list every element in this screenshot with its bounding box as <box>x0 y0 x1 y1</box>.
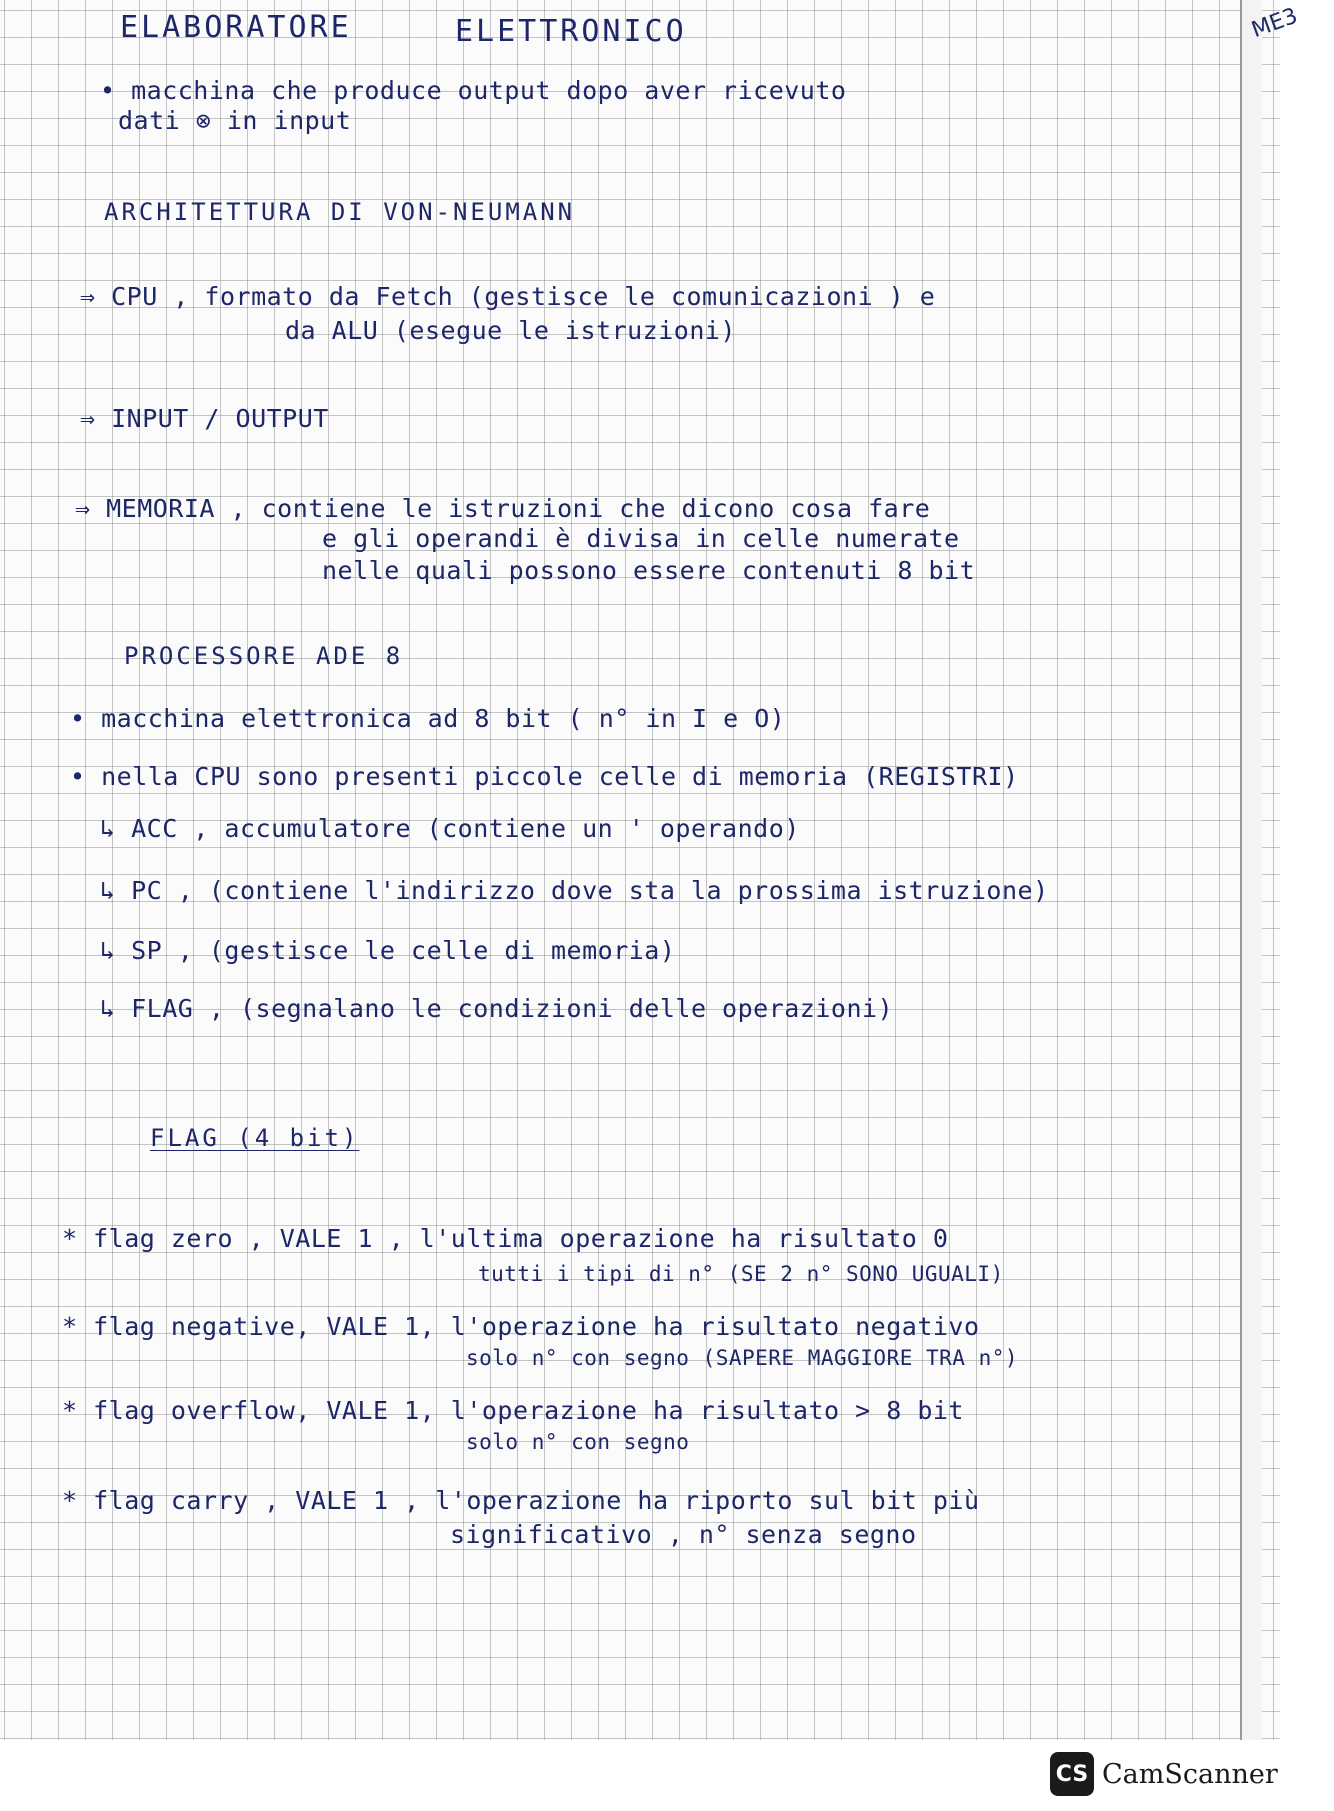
flag-negative-line-2: solo n° con segno (SAPERE MAGGIORE TRA n°) <box>466 1346 1019 1370</box>
definition-line-2: dati ⊗ in input <box>118 106 352 135</box>
camscanner-wordmark: CamScanner <box>1102 1758 1278 1790</box>
memory-line-3: nelle quali possono essere contenuti 8 bit <box>322 556 976 585</box>
camscanner-logo <box>1050 1752 1278 1796</box>
section-heading-flag: FLAG (4 bit) <box>150 1124 360 1152</box>
memory-line-1: ⇒ MEMORIA , contiene le istruzioni che dicono cosa fare <box>75 494 931 523</box>
register-sp: ↳ SP , (gestisce le celle di memoria) <box>100 936 676 965</box>
processor-line-2: • nella CPU sono presenti piccole celle di memoria (REGISTRI) <box>70 762 1019 791</box>
camscanner-badge-icon: CS <box>1050 1752 1094 1796</box>
register-acc: ↳ ACC , accumulatore (contiene un ' operando) <box>100 814 800 843</box>
flag-zero-line-1: * flag zero , VALE 1 , l'ultima operazione ha risultato 0 <box>62 1224 949 1253</box>
definition-line-1: • macchina che produce output dopo aver ricevuto <box>100 76 847 105</box>
flag-carry-line-2: significativo , n° senza segno <box>450 1520 917 1549</box>
page-title-left: ELABORATORE <box>120 10 352 45</box>
register-flag: ↳ FLAG , (segnalano le condizioni delle operazioni) <box>100 994 894 1023</box>
memory-line-2: e gli operandi è divisa in celle numerate <box>322 524 960 553</box>
input-output-line: ⇒ INPUT / OUTPUT <box>80 404 329 433</box>
section-heading-processor: PROCESSORE ADE 8 <box>124 642 404 670</box>
cpu-line-1: ⇒ CPU , formato da Fetch (gestisce le comunicazioni ) e <box>80 282 936 311</box>
section-heading-von-neumann: ARCHITETTURA DI VON-NEUMANN <box>104 198 576 226</box>
corner-note: ME3 <box>1248 3 1302 44</box>
flag-zero-line-2: tutti i tipi di n° (SE 2 n° SONO UGUALI) <box>478 1262 1004 1286</box>
cpu-line-2: da ALU (esegue le istruzioni) <box>285 316 736 345</box>
register-pc: ↳ PC , (contiene l'indirizzo dove sta la prossima istruzione) <box>100 876 1049 905</box>
page-title-right: ELETTRONICO <box>455 14 687 49</box>
flag-negative-line-1: * flag negative, VALE 1, l'operazione ha risultato negativo <box>62 1312 980 1341</box>
flag-overflow-line-2: solo n° con segno <box>466 1430 690 1454</box>
flag-carry-line-1: * flag carry , VALE 1 , l'operazione ha riporto sul bit più <box>62 1486 980 1515</box>
page-edge <box>1240 0 1262 1740</box>
flag-overflow-line-1: * flag overflow, VALE 1, l'operazione ha risultato > 8 bit <box>62 1396 964 1425</box>
processor-line-1: • macchina elettronica ad 8 bit ( n° in I e O) <box>70 704 786 733</box>
